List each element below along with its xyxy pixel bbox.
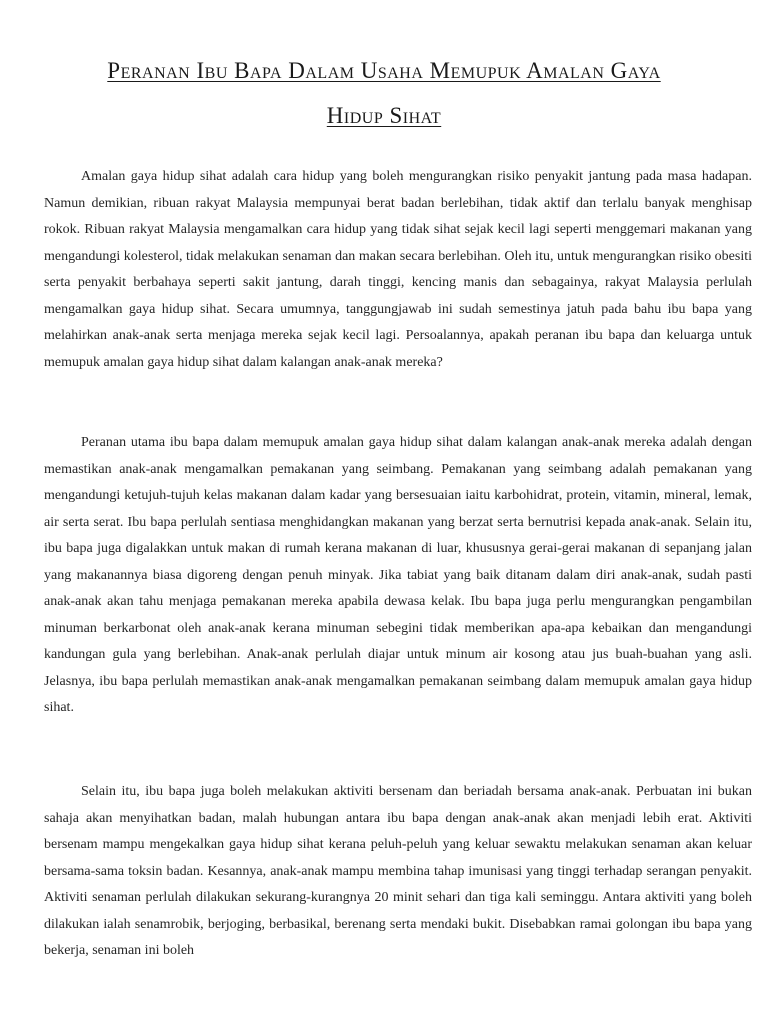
title-line-2-text: Hidup Sihat [326, 103, 442, 128]
paragraph-3: Selain itu, ibu bapa juga boleh melakukan aktiviti bersenam dan beriadah bersama anak-anak. Perbuatan ini bukan sahaja akan menyihatkan badan, malah hubungan antara ibu bapa dengan anak-anak akan menjadi lebih erat. Aktiviti bersenam mampu mengekalkan gaya hidup sihat kerana peluh-peluh yang keluar sewaktu melakukan senaman akan keluar bersama-sama toksin badan. Kesannya, anak-anak mampu membina tahap imunisasi yang tinggi terhadap serangan penyakit. Aktiviti senaman perlulah dilakukan sekurang-kurangnya 20 minit sehari dan tiga kali seminggu. Antara aktiviti yang boleh dilakukan ialah senamrobik, berjoging, berbasikal, berenang serta mendaki bukit. Disebabkan ramai golongan ibu bapa yang bekerja, senaman ini boleh [44, 784, 752, 958]
title-line-1-text: Peranan Ibu Bapa Dalam Usaha Memupuk Amalan Gaya [107, 58, 661, 83]
document-title-line-2 [40, 96, 728, 136]
paragraph-2: Peranan utama ibu bapa dalam memupuk amalan gaya hidup sihat dalam kalangan anak-anak mereka adalah dengan memastikan anak-anak mengamalkan pemakanan yang seimbang. Pemakanan yang seimbang adalah pemakanan yang mengandungi ketujuh-tujuh kelas makanan dalam kadar yang bersesuaian iaitu karbohidrat, protein, vitamin, mineral, lemak, air serta serat. Ibu bapa perlulah sentiasa menghidangkan makanan yang berzat serta bernutrisi kepada anak-anak. Selain itu, ibu bapa juga digalakkan untuk makan di rumah kerana makanan di luar, khususnya gerai-gerai makanan di sepanjang jalan yang makanannya biasa digoreng dengan penuh minyak. Jika tabiat yang baik ditanam dalam diri anak-anak, sudah pasti anak-anak akan tahu menjaga pemakanan mereka apabila dewasa kelak. Ibu bapa juga perlu mengurangkan pengambilan minuman berkarbonat oleh anak-anak kerana minuman sebegini tidak memberikan apa-apa kebaikan dan mengandungi kandungan gula yang berlebihan. Anak-anak perlulah diajar untuk minum air kosong atau jus buah-buahan yang asli. Jelasnya, ibu bapa perlulah memastikan anak-anak mengamalkan pemakanan seimbang dalam memupuk amalan gaya hidup sihat. [44, 435, 752, 715]
document-title-line-1 [40, 51, 728, 91]
paragraph-1: Amalan gaya hidup sihat adalah cara hidup yang boleh mengurangkan risiko penyakit jantung pada masa hadapan. Namun demikian, ribuan rakyat Malaysia mempunyai berat badan berlebihan, tidak aktif dan terlalu banyak menghisap rokok. Ribuan rakyat Malaysia mengamalkan cara hidup yang tidak sihat sejak kecil lagi seperti menggemari makanan yang mengandungi kolesterol, tidak melakukan senaman dan makan secara berlebihan. Oleh itu, untuk mengurangkan risiko obesiti serta penyakit berbahaya seperti sakit jantung, darah tinggi, kencing manis dan sebagainya, rakyat Malaysia perlulah mengamalkan gaya hidup sihat. Secara umumnya, tanggungjawab ini sudah semestinya jatuh pada bahu ibu bapa yang melahirkan anak-anak serta menjaga mereka sejak kecil lagi. Persoalannya, apakah peranan ibu bapa dan keluarga untuk memupuk amalan gaya hidup sihat dalam kalangan anak-anak mereka? [44, 169, 752, 370]
